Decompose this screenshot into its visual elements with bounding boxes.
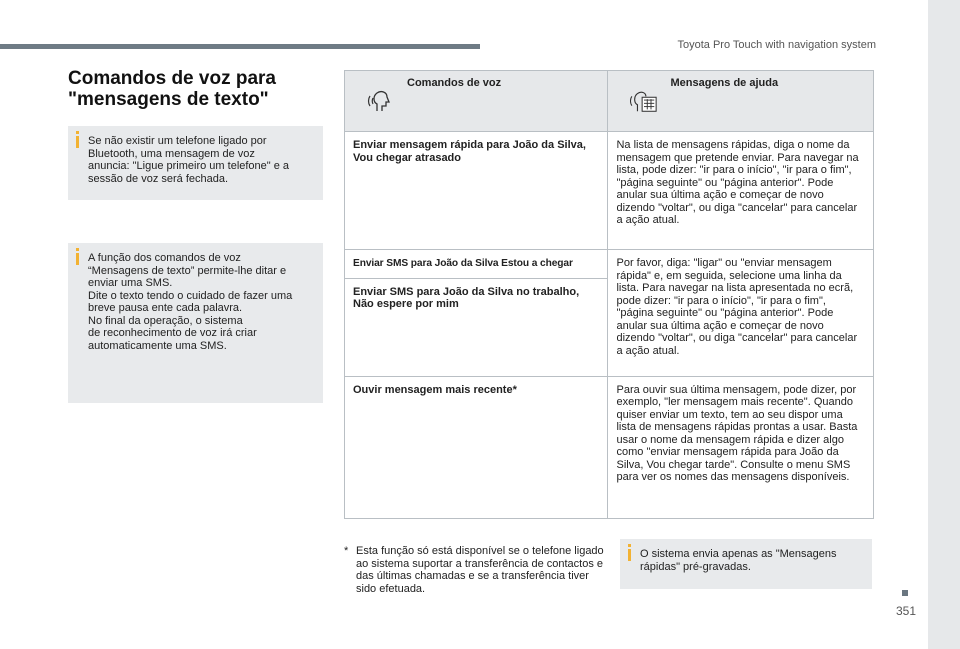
command-text: Enviar SMS para João da Silva Estou a chegar	[353, 258, 573, 269]
info-note-text-messages	[68, 243, 323, 403]
info-note-bluetooth	[68, 126, 323, 200]
info-note-quick-messages	[620, 539, 872, 589]
manual-title: Toyota Pro Touch with navigation system	[677, 39, 876, 51]
voice-help-icon	[630, 87, 658, 115]
command-cell	[345, 132, 608, 250]
table-header-row	[345, 71, 874, 132]
command-cell	[345, 278, 608, 376]
footnote-marker: *	[344, 545, 349, 557]
command-text: Enviar SMS para João da Silva no trabalho, Não espere por mim	[353, 285, 580, 310]
note-text: O sistema envia apenas as "Mensagens rápidas" pré-gravadas.	[640, 548, 837, 573]
page-number: 351	[895, 604, 916, 618]
note-text: A função dos comandos de voz “Mensagens de texto” permite-lhe ditar e enviar uma SMS. Dite o texto tendo o cuidado de fazer uma breve pausa ente cada palavra. No final da operação, o sistema de reconhecimento de voz irá criar automaticamente uma SMS.	[88, 252, 293, 352]
help-text: Para ouvir sua última mensagem, pode dizer, por exemplo, "ler mensagem mais recente". Quando quiser enviar um texto, tem ao seu dispor uma lista de mensagens rápidas prontas a usar. Basta usar o nome da mensagem rápida e dizer algo como "enviar mensagem rápida para João da Silva, Vou chegar tarde". Consulte o menu SMS para ver os nomes das mensagens disponíveis.	[616, 383, 858, 483]
page-edge-band	[928, 0, 960, 649]
info-icon-dot	[76, 248, 79, 251]
footnote	[344, 545, 604, 595]
help-text: Na lista de mensagens rápidas, diga o nome da mensagem que pretende enviar. Para navegar na lista, pode dizer: "ir para o início", "ir para o fim", "página seguinte" ou "página anterior". Pode anular sua última ação e começar de novo dizendo "voltar", ou diga "cancelar" para cancelar a ação atual.	[616, 139, 859, 226]
page-marker	[902, 590, 908, 596]
header-commands	[345, 71, 608, 132]
table-row	[345, 250, 874, 279]
info-icon-dot	[628, 544, 631, 547]
header-help	[608, 71, 874, 132]
voice-command-icon	[367, 87, 395, 115]
command-cell	[345, 250, 608, 279]
info-icon-dot	[76, 131, 79, 134]
section-title: Comandos de voz para "mensagens de texto"	[68, 68, 276, 110]
help-cell	[608, 376, 874, 518]
command-text: Enviar mensagem rápida para João da Silva, Vou chegar atrasado	[353, 139, 586, 164]
command-text: Ouvir mensagem mais recente*	[353, 383, 517, 396]
voice-commands-table	[344, 70, 874, 519]
table-row	[345, 132, 874, 250]
help-cell	[608, 132, 874, 250]
help-text: Por favor, diga: "ligar" ou "enviar mensagem rápida" e, em seguida, selecione uma linha da lista. Para navegar na lista apresentada no ecrã, pode dizer: "ir para o início", "ir para o fim", "página seguinte" ou "página anterior". Pode anular sua última ação e começar de novo dizendo "voltar", ou diga "cancelar" para cancelar a ação atual.	[616, 257, 858, 357]
command-cell	[345, 376, 608, 518]
footnote-text: Esta função só está disponível se o telefone ligado ao sistema suportar a transferência de contactos e das últimas chamadas e se a transferência tiver sido efetuada.	[356, 545, 604, 595]
info-icon	[76, 136, 79, 148]
header-rule	[0, 44, 480, 49]
info-icon	[628, 549, 631, 561]
help-cell	[608, 250, 874, 377]
header-commands-label: Comandos de voz	[407, 77, 502, 89]
info-icon	[76, 253, 79, 265]
note-text: Se não existir um telefone ligado por Bluetooth, uma mensagem de voz anuncia: "Ligue primeiro um telefone" e a sessão de voz será fechada.	[88, 135, 290, 185]
table-row	[345, 376, 874, 518]
header-help-label: Mensagens de ajuda	[670, 77, 779, 89]
